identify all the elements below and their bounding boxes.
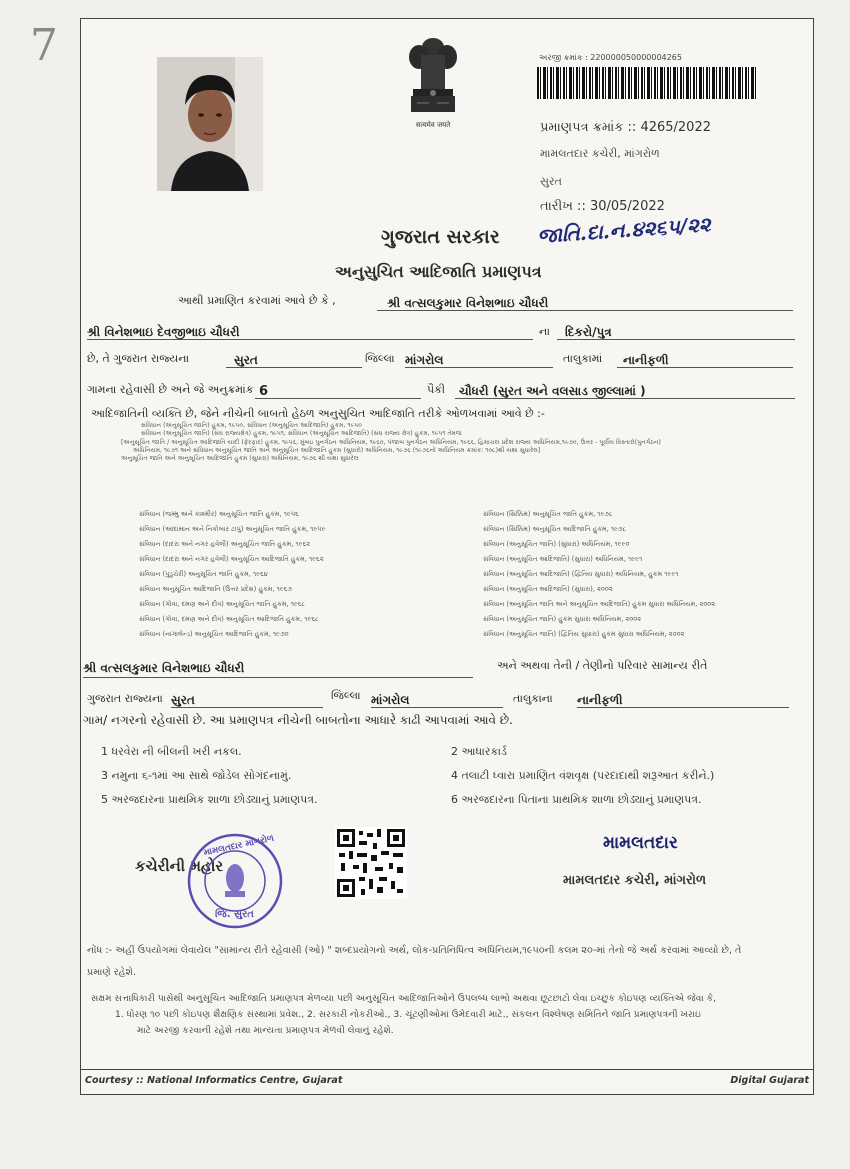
qr-code (335, 827, 407, 899)
orders-right-column (483, 507, 803, 642)
paiki-label: પૈકી (427, 383, 446, 396)
order-left-item: સંવિધાન અનુસૂચિત આદિજાતિ (ઉત્તર પ્રદેશ) હુકમ, ૧૯૬૭ (139, 585, 293, 593)
na-label: ના (539, 325, 550, 338)
order-left-item: સંવિધાન (દાદરા અને નગર હવેલી) અનુસૂચિત જાતિ હુકમ, ૧૯૬૨ (139, 540, 311, 548)
evidence-item: 2 આધારકાર્ડ (451, 745, 507, 758)
taluka-value: માંગરોલ (405, 353, 444, 367)
residence-taluka-line (371, 689, 503, 708)
resident-label: ગામના રહેવાસી છે અને જે અનુક્રમાંક (87, 383, 254, 396)
state-prefix: છે, તે ગુજરાત રાજ્યના (87, 352, 190, 365)
footer-divider (81, 1069, 813, 1070)
issuing-office: મામલતદાર કચેરી, માંગરોળ (540, 147, 660, 160)
application-number: અરજી ક્રમાંક : 220000050000004265 (539, 53, 682, 62)
serial-number: 6 (259, 384, 269, 399)
applicant-name-line (377, 292, 793, 311)
ashoka-emblem-icon (401, 33, 465, 121)
evidence-item: 4 તલાટી ધ્વારા પ્રમાણિત વંશવૃક્ષ (પરદાદાથી શરૂઆત કરીને.) (451, 769, 715, 782)
tribe-line (455, 380, 795, 399)
government-title: ગુજરાત સરકાર (381, 226, 500, 248)
village-line (617, 349, 793, 368)
evidence-item: 5 અરજદારના પ્રાથમિક શાળા છોડ્યાનું પ્રમાણપત્ર. (101, 793, 318, 806)
office-seal (185, 831, 285, 931)
recognition-text: આદિજાતિની વ્યક્તિ છે, જેને નીચેની બાબતો હેઠળ અનુસુચિત આદિજાતિ તરીકે ઓળખવામાં આવે છે :- (91, 407, 545, 420)
order-right-item: સંવિધાન (અનુસૂચિત આદિજાતિ) (સુધારા), ૨૦૦૨ (483, 585, 613, 593)
residence-taluka-label: તાલુકાના (513, 692, 553, 705)
evidence-item: 3 નમુના ૬-૧માં આ સાથે જોડેલ સોગંદનામું. (101, 769, 292, 782)
tribe-value: ચૌધરી (સુરત અને વલસાડ જીલ્લામાં ) (459, 384, 646, 398)
usage-line-2: માટે અરજી કરવાની રહેશે તથા માન્યતા પ્રમાણપત્ર મેળવી લેવાનું રહેશે. (137, 1025, 394, 1036)
order-right-item: સંવિધાન (અનુસૂચિત જાતિ) (દ્વિતિય સુધારા) હુકમ સુધારા અધિનિયમ, ૨૦૦૨ (483, 630, 685, 638)
district-value: સુરત (234, 353, 258, 367)
residence-district-line (171, 689, 323, 708)
signature-title: મામલતદાર (603, 833, 678, 853)
order-right-item: સંવિધાન (અનુસૂચિત આદિજાતિ) (સુધારા) અધિનિયમ, ૧૯૯૧ (483, 555, 643, 563)
order-right-item: સંવિધાન (અનુસૂચિત જાતિ) હુકમ સુધારા અધિનિયમ, ૨૦૦૨ (483, 615, 642, 623)
usage-intro: સક્ષમ સત્તાધિકારી પાસેથી અનુસૂચિત આદિજાતિ પ્રમાણપત્ર મેળવ્યા પછી અનુસૂચિત આદિજાતિઓને ઉપલબ્ધ લાભો અથવા છૂટછાટો લેવા ઇચ્છુક કોઇપણ વ્યક્તિએ જેવા કે, (91, 993, 717, 1004)
order-right-item: સંવિધાન (અનુસૂચિત આદિજાતિ) (દ્વિતિય સુધારા) અધિનિયમ, હુકમ ૧૯૯૧ (483, 570, 679, 578)
serial-line (255, 380, 421, 399)
residence-state-prefix: ગુજરાત રાજ્યના (87, 692, 163, 705)
order-left-item: સંવિધાન (પુડુચેરી) અનુસૂચિત જાતિ હુકમ, ૧૯૬૪ (139, 570, 268, 578)
emblem-motto: सत्यमेव जयते (415, 121, 451, 129)
residence-district-label: જિલ્લા (331, 689, 361, 702)
certificate-number: પ્રમાણપત્ર ક્રમાંક :: 4265/2022 (540, 120, 711, 135)
margin-mark: 7 (30, 20, 58, 71)
order-left-item: સંવિધાન (આંદામાન અને નિકોબાર ટાપુ) અનુસૂચિત જાતિ હુકમ, ૧૯૫૯ (139, 525, 326, 533)
district-label: જિલ્લા (365, 352, 395, 365)
evidence-item: 6 અરજદારના પિતાના પ્રાથમિક શાળા છોડ્યાનું પ્રમાણપત્ર. (451, 793, 702, 806)
order-right-item: સંવિધાન (અનુસૂચિત જાતિ) (સુધારા) અધિનિયમ, ૧૯૯૦ (483, 540, 630, 548)
order-line: સંવિધાન (અનુસૂચિત જાતિ) (સંઘ રાજ્યક્ષેત્ર) હુકમ, ૧૯૫૧, સંવિધાન (અનુસૂચિત આદિજાતિ) (સંઘ રાજ્ય ક્ષેત્ર) હુકમ, ૧૯૫૧ તેમજ (141, 430, 462, 438)
taluka-label: તાલુકામાં (563, 352, 603, 365)
taluka-line (405, 349, 553, 368)
seal-bottom-text: જિ. સુરત (215, 909, 254, 920)
handwritten-reference: જાતિ.દા.ન.૪૨૬૫/૨૨ (536, 211, 712, 249)
order-right-item: સંવિધાન (અનુસૂચિત જાતિ અને અનુસૂચિત આદિજાતિ) હુકમ સુધારા અધિનિયમ, ૨૦૦૨ (483, 600, 716, 608)
relation-value: દિકરો/પુત્ર (565, 325, 612, 339)
orders-block (121, 422, 801, 464)
order-left-item: સંવિધાન (દાદરા અને નગર હવેલી) અનુસૂચિત આદિજાતિ હુકમ, ૧૯૬૨ (139, 555, 324, 563)
order-right-item: સંવિધાન (સિક્કિમ) અનુસૂચિત જાતિ હુકમ, ૧૯૭૮ (483, 510, 613, 518)
order-line: [અનુસૂચિત જાતિ / અનુસૂચિત આદિજાતિ યાદી (ફેરફાર) હુકમ, ૧૯૫૬, મુંબઇ પુનર્ગઠન અધિનિયમ, ૧૯૬૦, પંજાબ પુનર્ગઠન અધિનિયમ, ૧૯૬૬, હિમાચલ પ્રદેશ રાજ્ય અધિનિયમ,૧૯૭૦, ઉત્તર - પૂર્વીય વિસ્તારો(પુનર્ગઠન) (121, 438, 661, 446)
order-left-item: સંવિધાન (ગોવા, દમણ અને દીવ) અનુસૂચિત આદિજાતિ હુકમ, ૧૯૬૮ (139, 615, 319, 623)
seal-ring-text: મામલતદાર માંગરોળ (202, 833, 276, 859)
residence-district: સુરત (171, 693, 195, 707)
order-line: અધિનિયમ, ૧૯૭૧ અને સંવિધાન અનુસૂચિત જાતિ અને અનુસૂચિત આદિજાતિ હુકમ (સુધારો) અધિનિયમ, ૧૯૭૬ (૧૯૭૬નો અધિનિયમ ક્રમાંક: ૧૦૮)થી યથા સુધારેલ] (133, 447, 541, 455)
basis-text: ગામ/ નગરનો રહેવાસી છે. આ પ્રમાણપત્ર નીચેની બાબતોના આધારે કાઢી આપવામાં આવે છે. (83, 713, 513, 727)
footer-courtesy: Courtesy :: National Informatics Centre, Gujarat (85, 1075, 343, 1086)
footer-brand: Digital Gujarat (730, 1075, 809, 1086)
order-line: સંવિધાન (અનુસૂચિત જાતિ) હુકમ, ૧૯૫૦, સંવિધાન (અનુસૂચિત આદિજાતિ) હુકમ, ૧૯૫૦ (141, 422, 362, 429)
relation-line (557, 321, 795, 340)
order-right-item: સંવિધાન (સિક્કિમ) અનુસૂચિત આદિજાતિ હુકમ, ૧૯૭૮ (483, 525, 627, 533)
evidence-item: 1 ધરવેરા ની બીલની ખરી નકલ. (101, 745, 242, 758)
certificate-title: અનુસુચિત આદિજાતિ પ્રમાણપત્ર (335, 262, 542, 281)
family-text: અને અથવા તેની / તેણીનો પરિવાર સામાન્ય રીતે (497, 659, 708, 672)
certificate-page (80, 18, 814, 1095)
office-seal-label: કચેરીની મહોર (135, 857, 224, 875)
emblem (397, 33, 469, 135)
order-line: અનુસૂચિત જાતિ અને અનુસૂચિત આદિજાતિ હુકમ (સુધારા) અધિનિયમ, ૧૯૭૬ થી યથા સુધારેલ (121, 455, 359, 463)
residence-name-line (83, 657, 473, 678)
order-left-item: સંવિધાન (ગોવા, દમણ અને દીવ) અનુસૂચિત જાતિ હુકમ, ૧૯૬૮ (139, 600, 306, 608)
order-left-item: સંવિધાન (જમ્મુ અને કાશ્મીર) અનુસૂચિત જાતિ હુકમ, ૧૯૫૬ (139, 510, 299, 518)
note-line-1: નોંધ :- અહીં ઉપયોગમાં લેવાયેલ "સામાન્ય રીતે રહેવાસી (ઓ) " શબ્દપ્રયોગનો અર્થ, લોક-પ્રતિનિધિત્વ અધિનિયમ,૧૯૫૦ની કલમ ૨૦-માં તેનો જે અર્થ કરવામાં આવ્યો છે, તે (87, 945, 742, 956)
residence-village-line (577, 689, 789, 708)
signature-office: મામલતદાર કચેરી, માંગરોળ (563, 873, 707, 888)
parent-name-line (87, 321, 533, 340)
parent-name: શ્રી વિનેશભાઇ દેવજીભાઇ ચૌધરી (87, 325, 240, 339)
note-line-2: પ્રમાણે રહેશે. (87, 967, 136, 978)
applicant-photo (157, 57, 263, 191)
order-left-item: સંવિધાન (નાગાલેન્ડ) અનુસૂચિત આદિજાતિ હુકમ, ૧૯૭૦ (139, 630, 289, 638)
village-value: નાનીફળી (623, 353, 669, 367)
orders-left-column (139, 507, 429, 642)
residence-village: નાનીફળી (577, 693, 623, 707)
residence-taluka: માંગરોલ (371, 693, 410, 707)
residence-name: શ્રી વત્સલકુમાર વિનેશભાઇ ચૌધરી (83, 661, 245, 675)
issue-date: તારીખ :: 30/05/2022 (540, 199, 665, 214)
district-line (226, 349, 362, 368)
barcode (537, 67, 757, 99)
usage-line-1: 1. ધોરણ ૧૦ પછી કોઇપણ શૈક્ષણિક સંસ્થામાં પ્રવેશ., 2. સરકારી નોકરીઓ., 3. ચૂંટણીઓમાં ઉમેદવારી માટે., સંકલન વિશ્લેષણ સમિતિને જાતિ પ્રમાણપત્રની ખરાઇ (115, 1009, 701, 1020)
certify-intro: આથી પ્રમાણિત કરવામાં આવે છે કે , (178, 294, 336, 307)
district-header: સુરત (540, 175, 562, 188)
applicant-name: શ્રી વત્સલકુમાર વિનેશભાઇ ચૌધરી (387, 296, 549, 310)
